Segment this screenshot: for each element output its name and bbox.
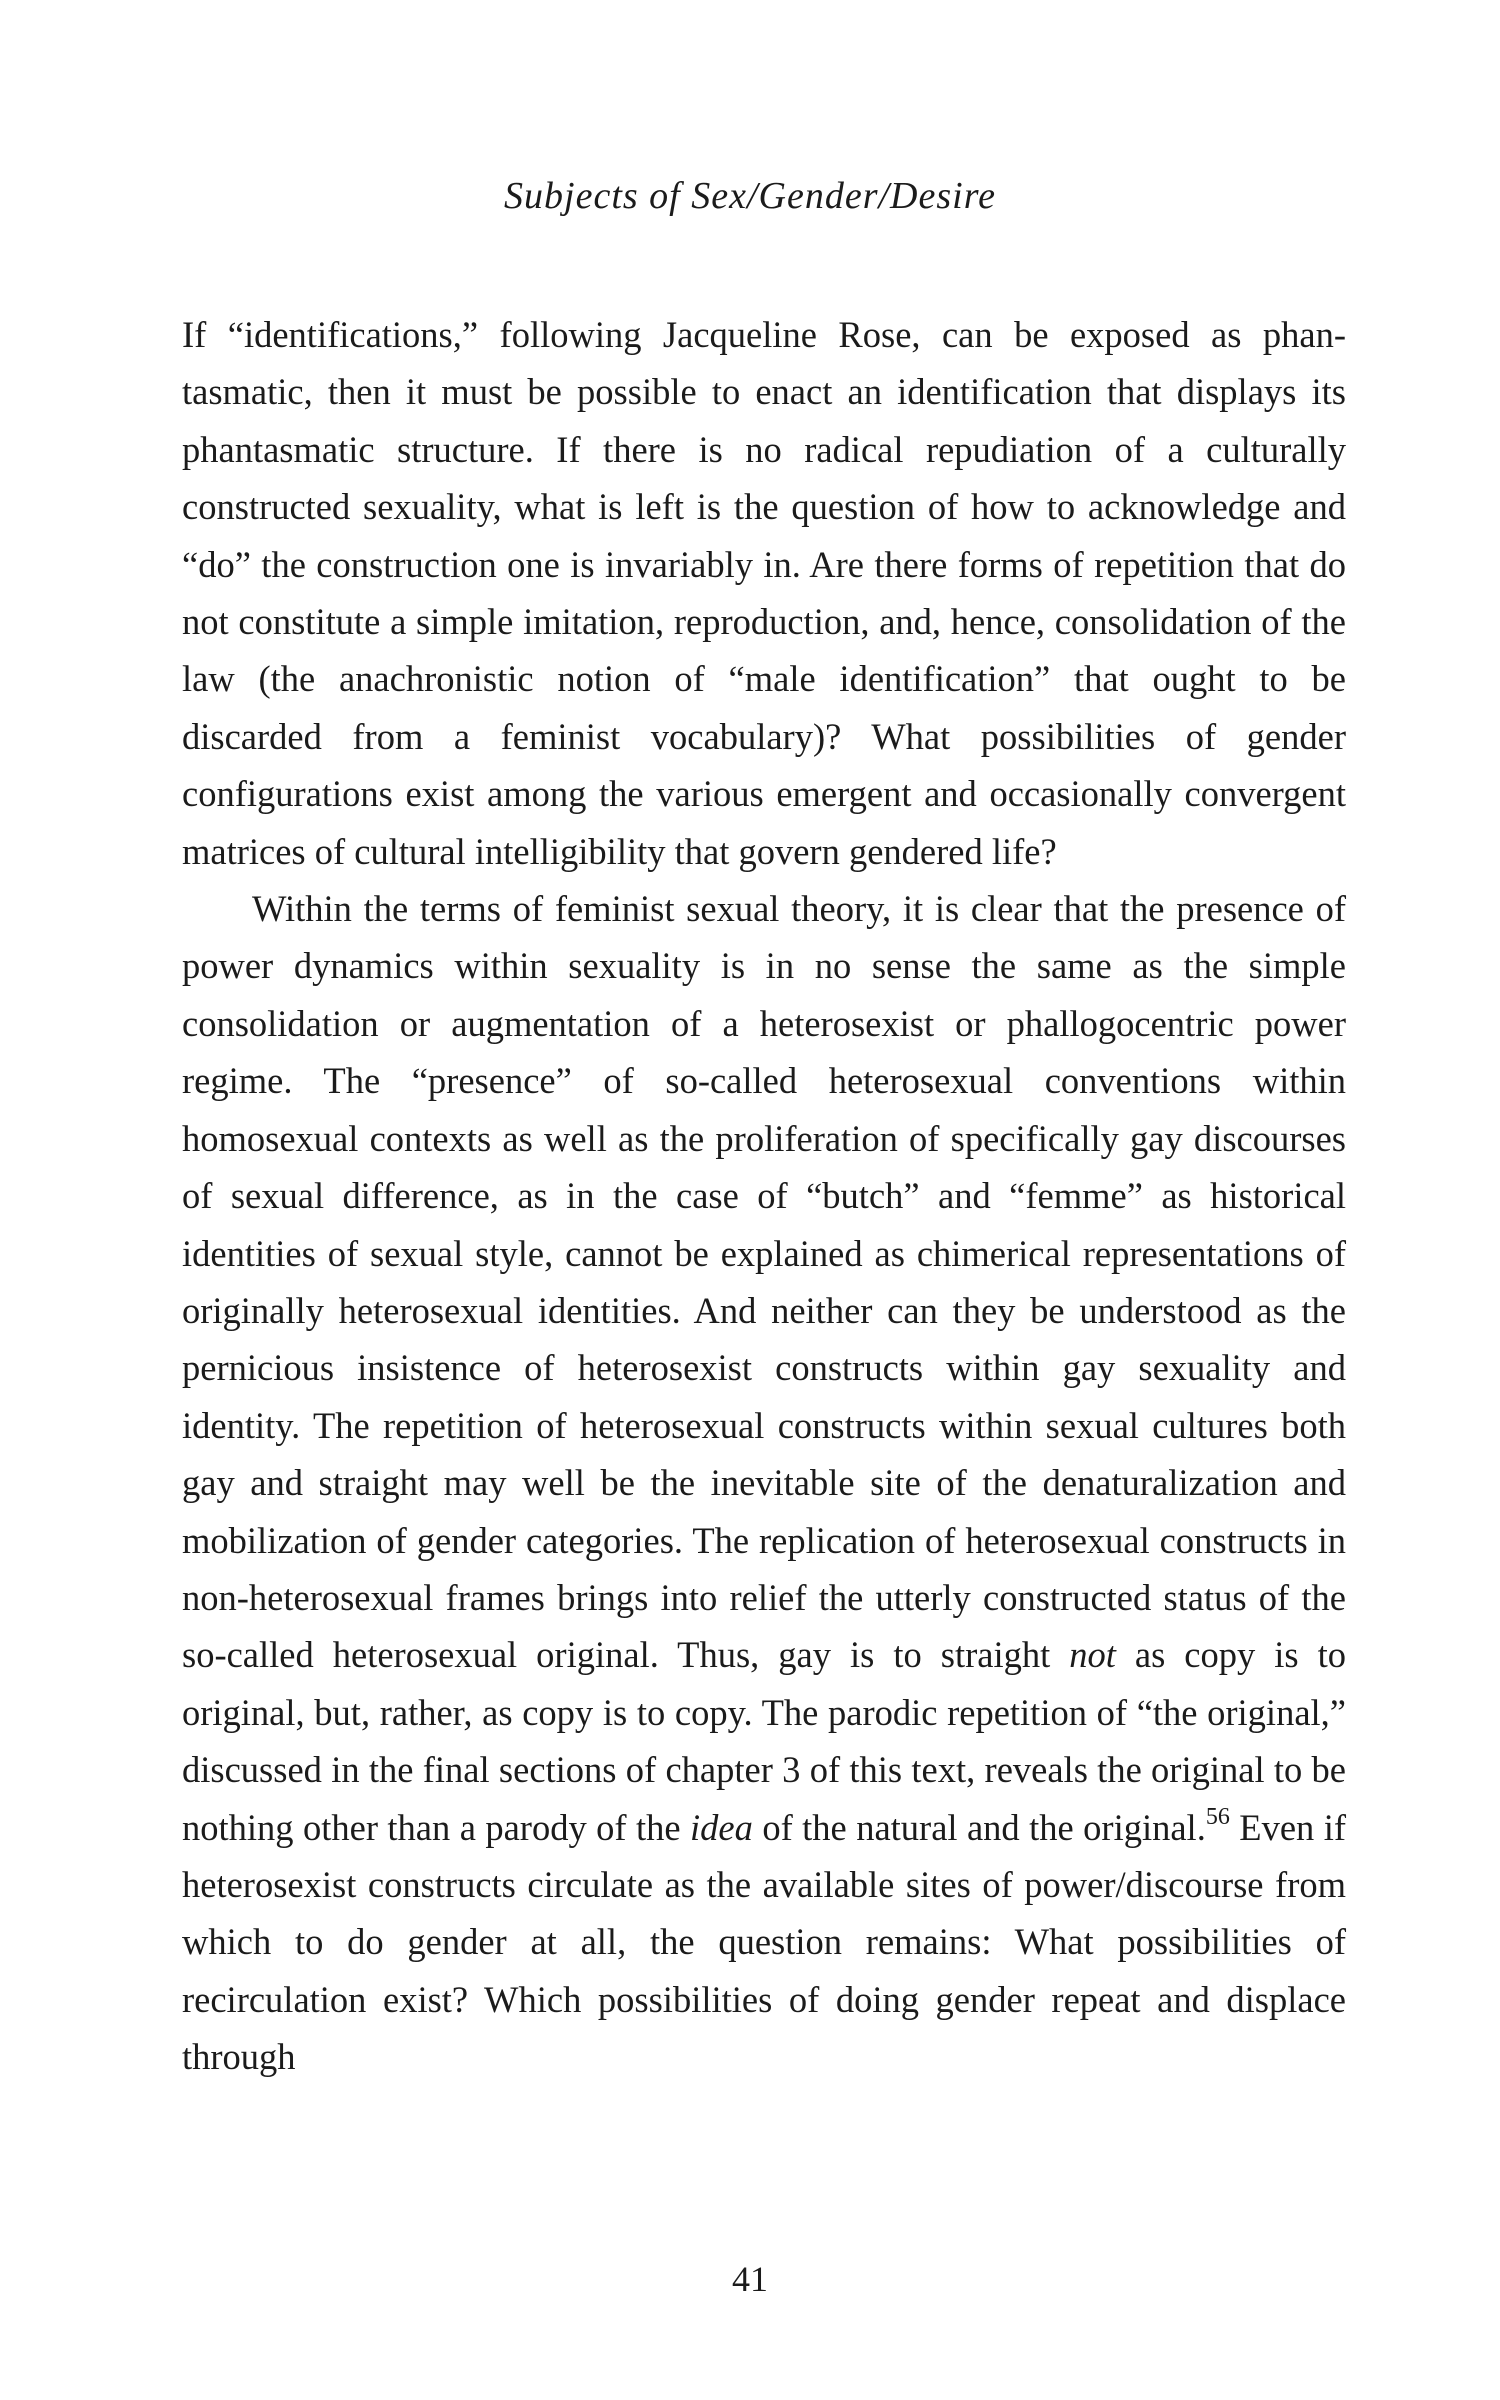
paragraph-1: If “identifications,” following Jacqueline Rose, can be exposed as phantasmatic, then it must be possible to enact an identification that displays its phantasmatic structure. If there is no radical repudiation of a culturally constructed sexuality, what is left is the question of how to acknowledge and “do” the construction one is invariably in. Are there forms of repetition that do not constitute a simple imitation, reproduction, and, hence, consolidation of the law (the anachronistic notion of “male identification” that ought to be discarded from a feminist vocabulary)? What possibilities of gender configurations exist among the various emergent and occasionally convergent matrices of cultural intelligibility that govern gendered life?	[182, 314, 1346, 872]
paragraph-2-text: as copy is to original, but, rather, as copy is to copy. The parodic repetition of “the original,” discussed in the final sections of chapter 3 of this text, reveals the original to be nothing other than a parody of the	[182, 1634, 1346, 1848]
running-head: Subjects of Sex/Gender/Desire	[504, 175, 996, 217]
paragraph-2-text: Within the terms of feminist sexual theory, it is clear that the presence of power dynamics within sexuality is in no sense the same as the simple consolidation or augmentation of a heterosexist or phallogocentric power regime. The “presence” of so-called heterosexual conventions within homosexual contexts as well as the proliferation of specifically gay discourses of sexual difference, as in the case of “butch” and “femme” as historical identities of sexual style, cannot be explained as chimerical representations of originally heterosexual identities. And neither can they be understood as the pernicious insistence of heterosexist constructs within gay sexuality and identity. The repetition of heterosexual constructs within sexual cultures both gay and straight may well be the inevitable site of the denaturalization and mobilization of gender categories. The replication of heterosexual constructs in non-heterosexual frames brings into relief the utterly constructed status of the so-called heterosexual original. Thus, gay is to straight	[182, 888, 1346, 1676]
emphasis-not: not	[1069, 1634, 1116, 1676]
page-number: 41	[732, 2259, 768, 2299]
footnote-reference: 56	[1205, 1804, 1230, 1831]
paragraph-2	[182, 880, 1346, 2086]
body-text	[182, 306, 1346, 2086]
emphasis-idea: idea	[690, 1806, 753, 1848]
paragraph-2-text: Even if heterosexist constructs circulate as the available sites of power/discourse from which to do gender at all, the question remains: What possibilities of recirculation exist? Which possibilities of doing gender repeat and displace through	[182, 1806, 1347, 2078]
paragraph-2-text: of the natural and the original.	[752, 1806, 1206, 1848]
